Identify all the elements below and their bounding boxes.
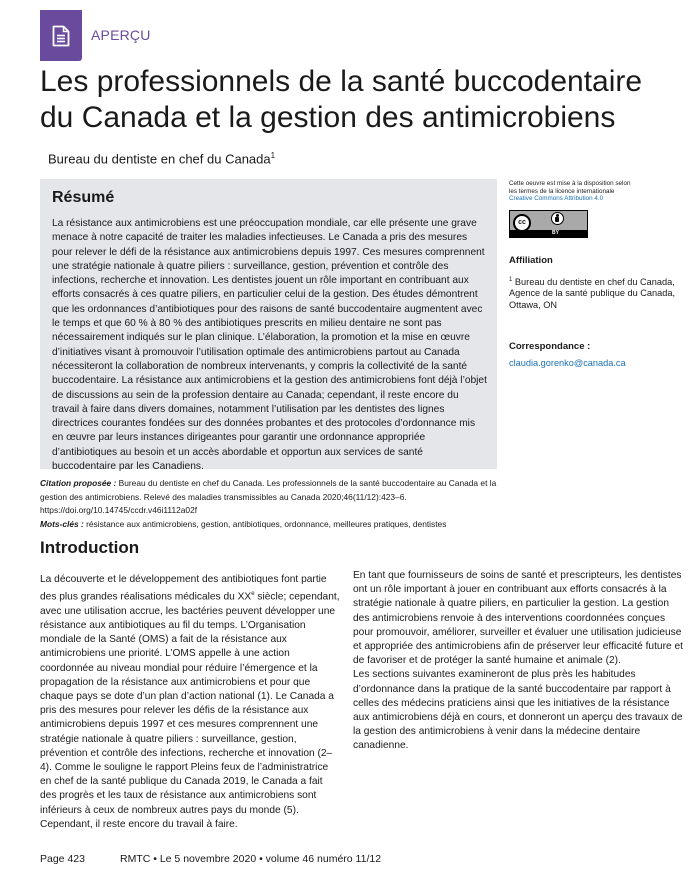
affiliation-text xyxy=(509,275,684,312)
apercu-badge xyxy=(40,10,82,61)
suggested-citation xyxy=(40,477,500,518)
citation-text: Bureau du dentiste en chef du Canada. Les professionnels de la santé buccodentaire au Canada et la gestion des antimicrobiens. Relevé des maladies transmissibles au Canada 2020;46(11/12):423–6. xyxy=(40,478,497,502)
author-line xyxy=(48,151,275,166)
paragraph-text: La découverte et le développement des antibiotiques font partie des plus grandes réalisations médicales du XX xyxy=(40,574,327,603)
correspondence-email-link[interactable]: claudia.gorenko@canada.ca xyxy=(509,358,626,369)
affiliation-heading: Affiliation xyxy=(509,254,553,266)
summary-text: La résistance aux antimicrobiens est une préoccupation mondiale, car elle présente une grave menace à notre capacité de traiter les maladies infectieuses. Le Canada a pris des mesures pour relever le défi de la résistance aux antimicrobiens depuis 1997. Ces mesures comprennent une stratégie nationale à quatre piliers : surveillance, gestion, prévention et contrôle des infections, recherche et innovation. Les dentistes jouent un rôle important en contribuant aux efforts consacrés à ces quatre piliers, en particulier celui de la gestion. Des études démontrent que les ordonnances d’antibiotiques pour des raisons de santé buccodentaire augmentent avec le temps et que 60 % à 80 % des antibiotiques prescrits en milieu dentaire ne sont pas nécessairement indiqués sur le plan clinique. L’élaboration, la promotion et la mise en œuvre d’initiatives visant à promouvoir l’utilisation optimale des antimicrobiens partout au Canada nécessiteront la collaboration de nombreux intervenants, y compris la collectivité de la santé buccodentaire. La résistance aux antimicrobiens et la gestion des antimicrobiens font déjà l’objet de discussions au sein de la profession dentaire au Canada; cependant, il reste encore du travail à faire dans divers domaines, notamment l’utilisation par les dentistes des lignes directrices courantes fondées sur des données probantes et des protocoles d’ordonnance mis en œuvre par leurs instances dirigeantes pour garantir une ordonnance appropriée d’antibiotiques au besoin et un accès abordable et opportun aux services de santé buccodentaire par les Canadiens. xyxy=(52,218,487,473)
document-icon xyxy=(52,25,70,47)
summary-heading: Résumé xyxy=(52,189,115,206)
license-line-1: Cette oeuvre est mise à la disposition selon xyxy=(509,180,631,187)
affiliation-body: Bureau du dentiste en chef du Canada, Agence de la santé publique du Canada, Ottawa, ON xyxy=(509,276,676,310)
introduction-left-column xyxy=(40,573,340,832)
cc-badge-strip xyxy=(510,230,587,237)
author-footnote-marker: 1 xyxy=(270,151,276,160)
attribution-person-icon xyxy=(551,212,564,225)
license-line-2: les termes de la licence internationale xyxy=(509,187,615,195)
introduction-paragraph: Les sections suivantes examineront de plus près les habitudes d’ordonnance dans la pratique de la santé buccodentaire par rapport à celles des médecins praticiens ainsi que les initiatives de la résistance aux antimicrobiens déjà en cours, et donneront un aperçu des travaux de la gestion des antimicrobiens à venir dans la médecine dentaire canadienne. xyxy=(353,669,683,752)
keywords xyxy=(40,518,500,532)
license-notice xyxy=(509,180,684,203)
keywords-label: Mots-clés : xyxy=(40,519,84,530)
by-label: BY xyxy=(552,229,559,236)
citation-doi-link[interactable]: https://doi.org/10.14745/ccdr.v46i1112a02f xyxy=(40,505,198,516)
cc-icon: cc xyxy=(513,214,531,232)
page-title: Les professionnels de la santé buccodentaire du Canada et la gestion des antimicrobiens xyxy=(40,65,643,134)
century-superscript: e xyxy=(251,591,255,598)
citation-block xyxy=(40,477,500,532)
cc-by-badge[interactable] xyxy=(509,210,588,238)
author-name: Bureau du dentiste en chef du Canada xyxy=(48,151,271,167)
summary-box xyxy=(40,179,497,473)
license-link[interactable]: Creative Commons Attribution 4.0 xyxy=(509,195,604,203)
journal-info: RMTC • Le 5 novembre 2020 • volume 46 numéro 11/12 xyxy=(120,853,382,865)
introduction-heading: Introduction xyxy=(40,538,140,557)
keywords-text: résistance aux antimicrobiens, gestion, antibiotiques, ordonnance, meilleures pratiques, dentistes xyxy=(86,519,447,530)
badge-label: APERÇU xyxy=(91,27,151,43)
citation-label: Citation proposée : xyxy=(40,478,117,488)
page-number: Page 423 xyxy=(40,853,85,865)
introduction-paragraph: En tant que fournisseurs de soins de santé et prescripteurs, les dentistes ont un rôle important à jouer en contribuant aux efforts consacrés à la stratégie nationale à quatre piliers, en particulier la gestion. La gestion des antimicrobiens renvoie à des interventions coordonnées conçues pour promouvoir, améliorer, surveiller et évaluer une utilisation judicieuse et appropriée des antimicrobiens afin de préserver leur efficacité future et de favoriser et de protéger la santé humaine et animale (2). xyxy=(353,570,683,667)
page-footer xyxy=(40,853,382,865)
correspondence-heading: Correspondance : xyxy=(509,341,591,353)
affiliation-marker: 1 xyxy=(509,276,513,283)
paragraph-text: siècle; cependant, avec une utilisation accrue, les bactéries peuvent développer une résistance aux antibiotiques au fil du temps. L’Organisation mondiale de la Santé (OMS) a fait de la résistance aux antimicrobiens une priorité. L’OMS appelle à une action coordonnée au niveau mondial pour réduire l’émergence et la propagation de la résistance aux antimicrobiens et pour que chaque pays se dote d’un plan d’action national (1). Le Canada a pris des mesures pour relever les défis de la résistance aux antimicrobiens depuis 1997 et ces mesures comprennent une stratégie nationale à quatre piliers : surveillance, gestion, prévention et contrôle des infections, recherche et innovation (2–4). Comme le souligne le rapport Pleins feux de l’administratrice en chef de la santé publique du Canada 2019, le Canada a fait des progrès et les taux de résistance aux antimicrobiens sont inférieurs à ceux de nombreux autres pays du monde (5). Cependant, il reste encore du travail à faire. xyxy=(40,591,340,830)
introduction-right-column xyxy=(353,569,683,754)
introduction-paragraph xyxy=(40,573,340,832)
sidebar xyxy=(509,180,684,368)
